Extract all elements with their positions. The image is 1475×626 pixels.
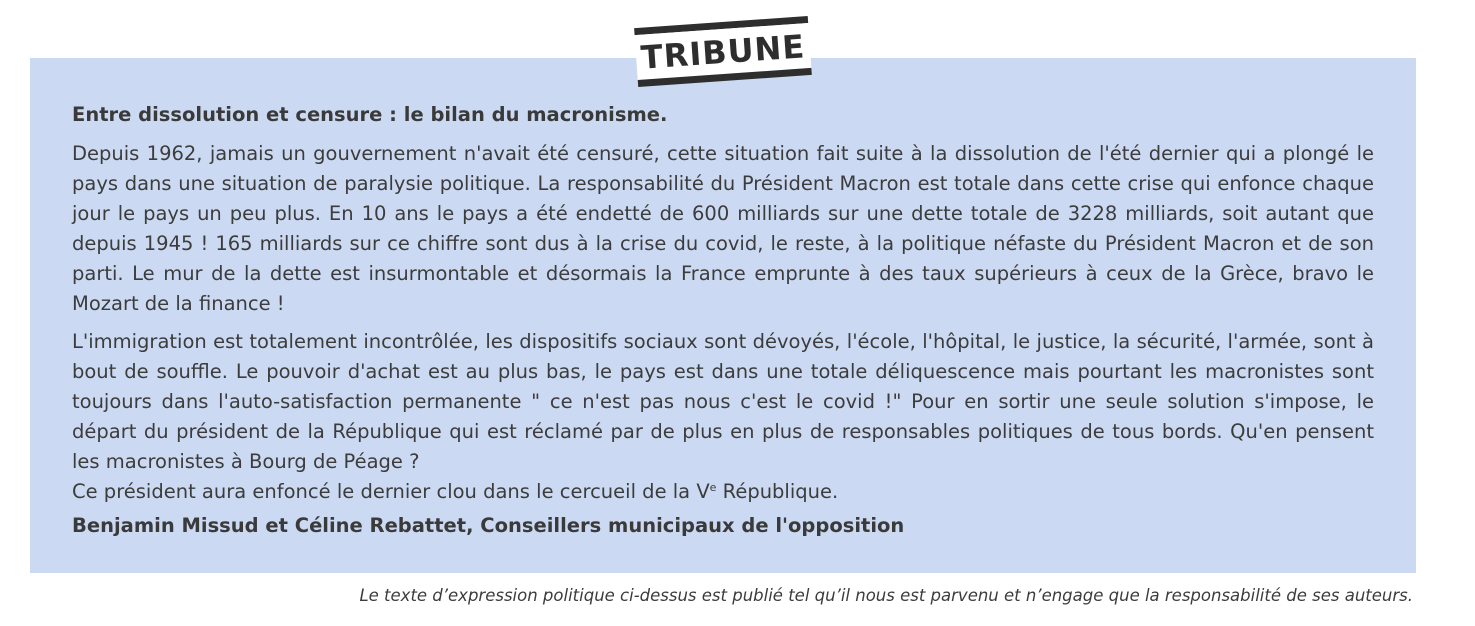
closing-line-end: République. (716, 480, 839, 503)
article-headline: Entre dissolution et censure : le bilan du macronisme. (72, 103, 668, 126)
article-content (72, 102, 1374, 539)
badge-label: TRIBUNE (639, 26, 807, 77)
article-paragraph-2: L'immigration est totalement incontrôlée, les dispositifs sociaux sont dévoyés, l'école, l'hôpital, le justice, la sécurité, l'armée, sont à bout de souffle. Le pouvoir d'achat est au plus bas, le pays est dans une totale déliquescence mais pourtant les macronistes sont toujours dans l'auto-satisfaction permanente " ce n'est pas nous c'est le covid !" Pour en sortir une seule solution s'impose, le départ du président de la République qui est réclamé par de plus en plus de responsables politiques de tous bords. Qu'en pensent les macronistes à Bourg de Péage ? (72, 330, 1374, 473)
disclaimer-note: Le texte d’expression politique ci-dessus est publié tel qu’il nous est parvenu et n’engage que la responsabilité de ses auteurs. (359, 586, 1413, 605)
article-paragraph-1: Depuis 1962, jamais un gouvernement n'avait été censuré, cette situation fait suite à la dissolution de l'été dernier qui a plongé le pays dans une situation de paralysie politique. La responsabilité du Président Macron est totale dans cette crise qui enfonce chaque jour le pays un peu plus. En 10 ans le pays a été endetté de 600 milliards sur une dette totale de 3228 milliards, soit autant que depuis 1945 ! 165 milliards sur ce chiffre sont dus à la crise du covid, le reste, à la politique néfaste du Président Macron et de son parti. Le mur de la dette est insurmontable et désormais la France emprunte à des taux supérieurs à ceux de la Grèce, bravo le Mozart de la finance ! (72, 142, 1374, 315)
tribune-badge (634, 16, 812, 88)
article-closing-line (72, 477, 1374, 507)
article-signature: Benjamin Missud et Céline Rebattet, Conseillers municipaux de l'opposition (72, 514, 905, 537)
closing-line-superscript: e (709, 481, 717, 494)
closing-line-start: Ce président aura enfoncé le dernier clou dans le cercueil de la V (72, 480, 710, 503)
